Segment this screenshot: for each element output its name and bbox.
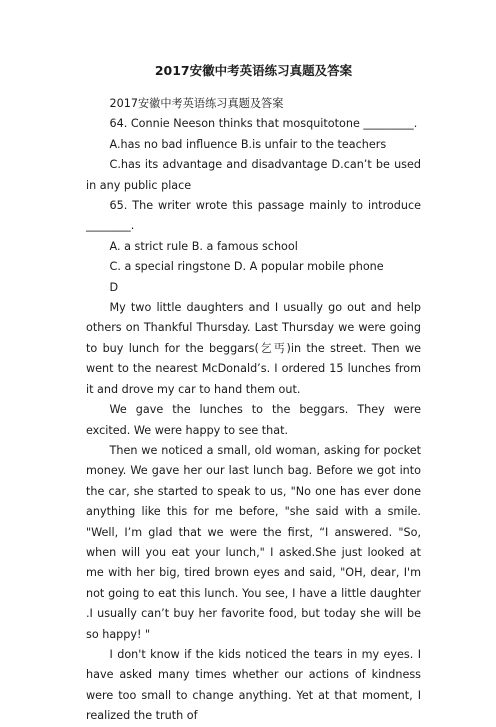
section-label-d: D bbox=[109, 280, 119, 294]
question-65: 65. The writer wrote this passage mainly to introduce ________. bbox=[86, 199, 421, 233]
passage-paragraph-2: We gave the lunches to the beggars. They were excited. We were happy to see that. bbox=[86, 403, 421, 437]
passage-paragraph-4: I don't know if the kids noticed the tears in my eyes. I have asked many times whether our actions of kindness were too small to change anything. Yet at that moment, I realized the truth of bbox=[86, 647, 421, 723]
passage-paragraph-3: Then we noticed a small, old woman, asking for pocket money. We gave her our last lunch bag. Before we got into the car, she started to speak to us, "No one has ever done anything like this for me before, "she said with a smile. "Well, I’m glad that we were the first, “I answered. "So, when will you eat your lunch," I asked.She just looked at me with her big, tired brown eyes and said, "OH, dear, I'm not going to eat this lunch. You see, I have a little daughter .I usually can’t buy her favorite food, but today she will be so happy! " bbox=[86, 443, 421, 641]
document-title: 2017安徽中考英语练习真题及答案 bbox=[154, 63, 353, 78]
question-64-options-ab: A.has no bad influence B.is unfair to the teachers bbox=[109, 137, 387, 151]
question-65-options-ab: A. a strict rule B. a famous school bbox=[109, 239, 298, 253]
question-65-options-cd: C. a special ringstone D. A popular mobile phone bbox=[109, 260, 384, 274]
question-64: 64. Connie Neeson thinks that mosquitotone _________. bbox=[109, 117, 418, 131]
subtitle-paragraph: 2017安徽中考英语练习真题及答案 bbox=[109, 97, 284, 110]
question-64-options-cd: C.has its advantage and disadvantage D.can’t be used in any public place bbox=[86, 158, 421, 192]
passage-paragraph-1: My two little daughters and I usually go out and help others on Thankful Thursday. Last Thursday we were going to buy lunch for the beggars(乞丐)in the street. Then we went to the nearest McDonald’s. I ordered 15 lunches from it and drove my car to hand them out. bbox=[86, 301, 421, 396]
document-body bbox=[86, 94, 421, 727]
